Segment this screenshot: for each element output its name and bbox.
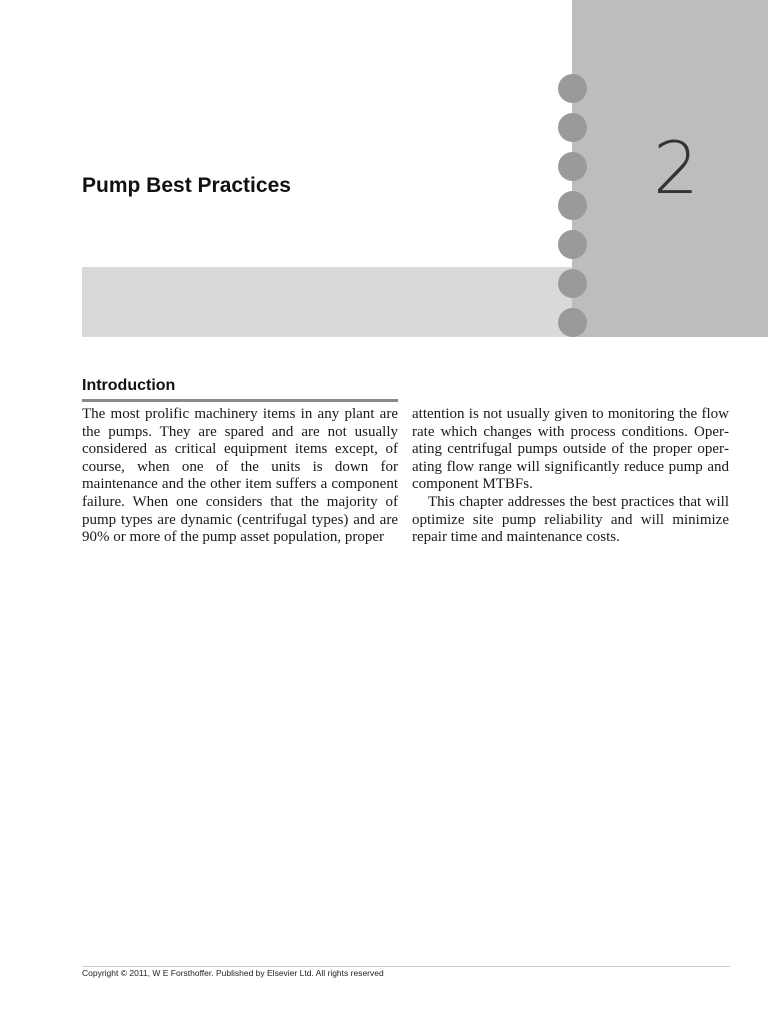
binder-dot bbox=[558, 191, 587, 220]
body-paragraph: The most prolific machinery items in any plant are the pumps. They are spared and are not usually considered as critical equipment items except, of course, when one of the units is down for maintenance and the other item suffers a component failure. When one considers that the majority of pump types are dynamic (centrifugal types) and are 90% or more of the pump asset population, proper bbox=[82, 406, 398, 546]
body-paragraph: attention is not usually given to monitoring the flow rate which changes with process conditions. Operating centrifugal pumps outside of the proper operating flow range will significantly reduce pump and component MTBFs. bbox=[412, 406, 729, 493]
title-band bbox=[82, 267, 572, 337]
binder-dot bbox=[558, 74, 587, 103]
binder-dot bbox=[558, 113, 587, 142]
text-column-left bbox=[82, 406, 398, 547]
text-column-right bbox=[412, 406, 729, 547]
binder-dot bbox=[558, 230, 587, 259]
section-heading: Introduction bbox=[82, 376, 398, 402]
body-paragraph: This chapter addresses the best practices that will optimize site pump reliability and will minimize repair time and maintenance costs. bbox=[412, 493, 729, 546]
binder-dots bbox=[558, 74, 588, 336]
chapter-number: 2 bbox=[653, 126, 699, 210]
binder-dot bbox=[558, 308, 587, 337]
copyright-notice: Copyright © 2011, W E Forsthoffer. Published by Elsevier Ltd. All rights reserved bbox=[82, 968, 384, 978]
page-title: Pump Best Practices bbox=[82, 174, 291, 197]
binder-dot bbox=[558, 152, 587, 181]
binder-dot bbox=[558, 269, 587, 298]
